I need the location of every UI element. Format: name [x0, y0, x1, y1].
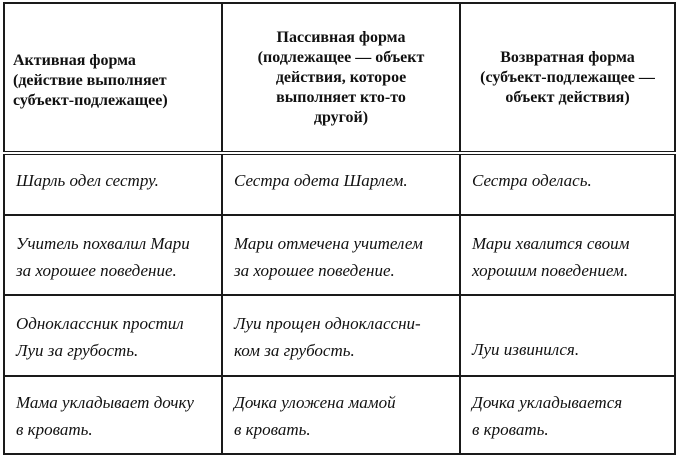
verb-forms-table	[3, 2, 676, 455]
table-cell-passive	[222, 153, 460, 215]
cell-line: Шарль одел сестру.	[16, 171, 159, 190]
header-line: Активная форма	[13, 51, 136, 69]
header-line: Пассивная форма	[276, 28, 406, 46]
cell-line: Дочка укладывается	[472, 393, 623, 412]
cell-line: Мари хвалится своим	[472, 234, 630, 253]
table-cell-passive	[222, 295, 460, 376]
cell-line: в кровать.	[16, 420, 93, 439]
cell-line: Сестра оделась.	[472, 171, 592, 190]
cell-line: в кровать.	[234, 420, 311, 439]
table-row	[4, 215, 675, 295]
table-row	[4, 295, 675, 376]
table-cell-active	[4, 215, 222, 295]
cell-line: в кровать.	[472, 420, 549, 439]
header-line: субъект-подлежащее)	[13, 91, 168, 109]
cell-line: Учитель похвалил Мари	[16, 234, 190, 253]
table-cell-reflexive	[460, 215, 675, 295]
cell-line: Дочка уложена мамой	[234, 393, 396, 412]
header-passive-form	[222, 3, 460, 153]
table-cell-active	[4, 153, 222, 215]
header-reflexive-form	[460, 3, 675, 153]
cell-line: хорошим поведением.	[472, 261, 629, 280]
header-line: Возвратная форма	[500, 48, 635, 66]
header-line: действия, которое	[275, 68, 407, 86]
header-line: другой)	[313, 108, 369, 126]
cell-line: Луи за грубость.	[16, 341, 139, 360]
table-cell-passive	[222, 376, 460, 454]
table-cell-active	[4, 376, 222, 454]
header-line: (подлежащее — объект	[257, 48, 425, 66]
header-active-form	[4, 3, 222, 153]
cell-line: Луи извинился.	[472, 340, 580, 359]
table-row	[4, 153, 675, 215]
document-page	[3, 2, 674, 439]
cell-line: за хорошее поведение.	[16, 261, 177, 280]
header-line: (действие выполняет	[13, 71, 167, 89]
table-cell-reflexive	[460, 376, 675, 454]
header-line: (субъект-подлежащее —	[480, 68, 655, 86]
table-cell-active	[4, 295, 222, 376]
table-cell-reflexive	[460, 295, 675, 376]
header-line: объект действия)	[505, 88, 630, 106]
cell-line: Луи прощен одноклассни-	[234, 314, 421, 333]
cell-line: Мари отмечена учителем	[234, 234, 423, 253]
table-header-row	[4, 3, 675, 153]
cell-line: Одноклассник простил	[16, 314, 184, 333]
cell-line: ком за грубость.	[234, 341, 355, 360]
cell-line: Сестра одета Шарлем.	[234, 171, 408, 190]
table-row	[4, 376, 675, 454]
cell-line: за хорошее поведение.	[234, 261, 395, 280]
table-cell-reflexive	[460, 153, 675, 215]
table-cell-passive	[222, 215, 460, 295]
cell-line: Мама укладывает дочку	[16, 393, 194, 412]
header-line: выполняет кто-то	[276, 88, 406, 106]
